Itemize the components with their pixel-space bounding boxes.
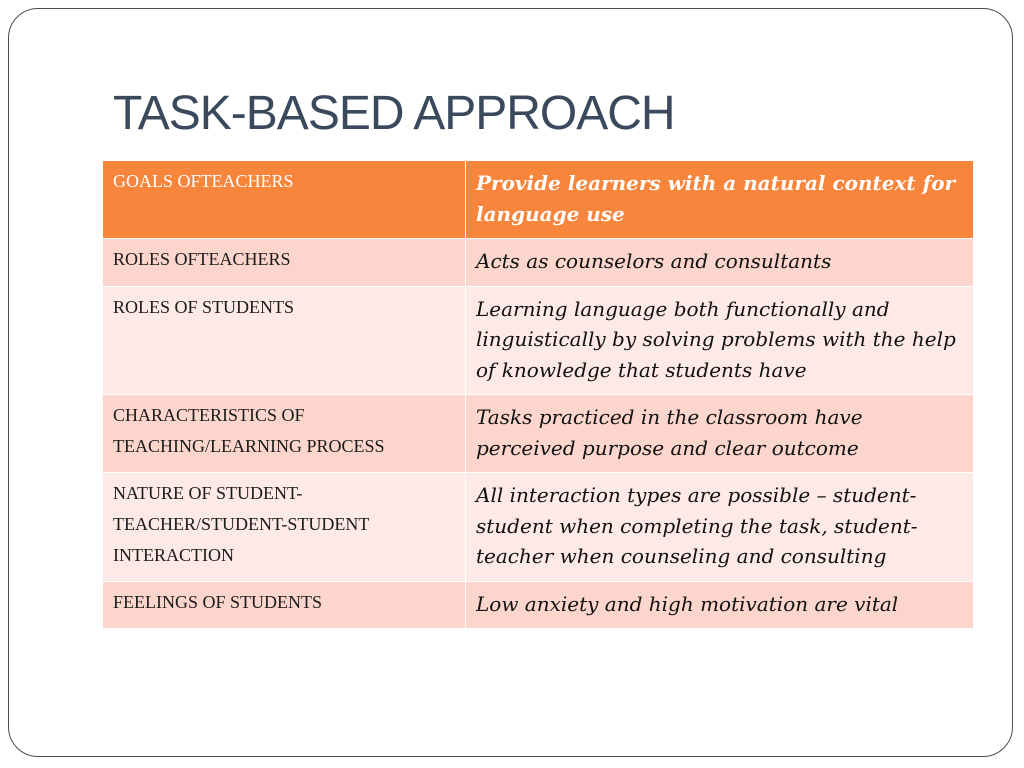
table-row-roles-of-students <box>103 286 974 395</box>
row-description: Provide learners with a natural context for language use <box>466 161 974 239</box>
slide-title: TASK-BASED APPROACH <box>113 87 675 140</box>
row-description: Acts as counselors and consultants <box>466 239 974 287</box>
table-row-characteristics <box>103 395 974 473</box>
table-row-roles-of-teachers <box>103 239 974 287</box>
table-row-interaction <box>103 473 974 582</box>
row-label: ROLES OFTEACHERS <box>103 239 466 287</box>
row-description: Tasks practiced in the classroom have perceived purpose and clear outcome <box>466 395 974 473</box>
row-description: All interaction types are possible – student-student when completing the task, student-teacher when counseling and consulting <box>466 473 974 582</box>
row-description: Learning language both functionally and linguistically by solving problems with the help of knowledge that students have <box>466 286 974 395</box>
row-label: ROLES OF STUDENTS <box>103 286 466 395</box>
row-label: FEELINGS OF STUDENTS <box>103 581 466 629</box>
table-row-feelings-of-students <box>103 581 974 629</box>
table-row-goals-of-teachers <box>103 161 974 239</box>
approach-table <box>102 160 974 629</box>
row-label: NATURE OF STUDENT-TEACHER/STUDENT-STUDENT INTERACTION <box>103 473 466 582</box>
row-label: CHARACTERISTICS OF TEACHING/LEARNING PROCESS <box>103 395 466 473</box>
row-label: GOALS OFTEACHERS <box>103 161 466 239</box>
row-description: Low anxiety and high motivation are vital <box>466 581 974 629</box>
